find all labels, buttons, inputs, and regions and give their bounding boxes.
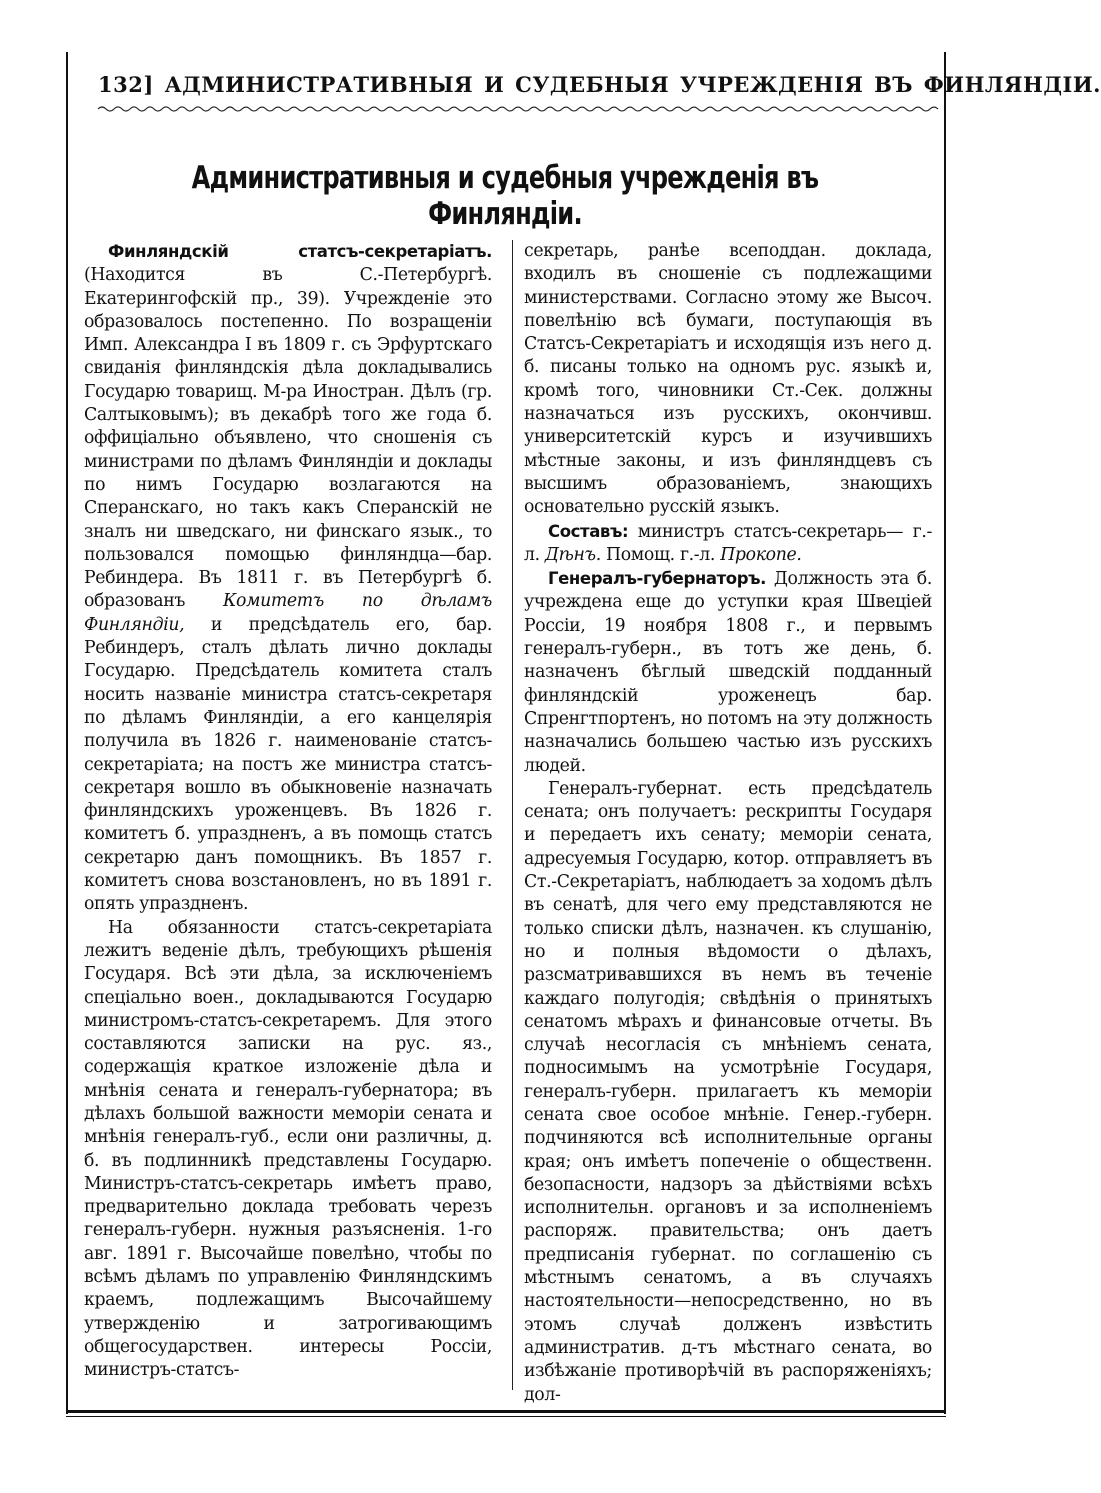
page-title: Административныя и судебныя учрежденія въ Финляндіи. [191,160,819,232]
italic-text: Прокопе. [720,544,802,565]
paragraph-text: Генералъ-губернат. есть предсѣдатель сената; онъ получаетъ: рескрипты Государя и передаетъ ихъ сенату; меморіи сената, адресуемыя Государю, котор. отправляетъ въ Ст.-Секретаріатъ, наблюдаетъ за ходомъ дѣлъ въ сенатѣ, для чего ему представляются не только списки дѣлъ, назначен. къ слушанію, но и полныя вѣдомости о дѣлахъ, разсматривавшихся въ немъ въ теченіе каждаго полугодія; свѣдѣнія о принятыхъ сенатомъ мѣрахъ и финансовые отчеты. Въ случаѣ несогласія съ мнѣніемъ сената, подносимымъ на усмотрѣніе Государя, генералъ-губерн. прилагаетъ къ меморіи сената свое особое мнѣніе. Генер.-губерн. подчиняются всѣ исполнительные органы края; онъ имѣетъ попеченіе о общественн. безопасности, надзоръ за дѣйствіями всѣхъ исполнительн. органовъ и за исполненіемъ распоряж. правительства; онъ даетъ предписанія губернат. по соглашенію съ мѣстнымъ сенатомъ, а въ случаяхъ настоятельности—непосредственно, но въ этомъ случаѣ долженъ извѣстить административ. д-тъ мѣстнаго сената, во избѣжаніе противорѣчій въ распоряженіяхъ; дол- [524,778,932,1405]
paragraph-statssecretariat [84,240,492,917]
paragraph-governor-general [524,567,932,778]
running-head: 132] АДМИНИСТРАТИВНЫЯ И СУДЕБНЫЯ УЧРЕЖДЕНІЯ ВЪ ФИНЛЯНДІИ. [98,72,1101,97]
paragraph-text: (Находится въ С.-Петербургѣ. Екатерингофскій пр., 39). Учрежденіе это образовалось постепенно. По возращеніи Имп. Александра I въ 1809 г. съ Эрфуртскаго свиданія финляндскія дѣла докладывались Государю товарищ. М-ра Иностран. Дѣлъ (гр. Салтыковымъ); въ декабрѣ того же года б. оффиціально объявлено, что сношенія съ министрами по дѣламъ Финляндіи и доклады по нимъ Государю возлагаются на Сперанскаго, но такъ какъ Сперанскій не зналъ ни шведскаго, ни финскаго язык., то пользовался помощью финляндца—бар. Ребиндера. Въ 1811 г. въ Петербургѣ б. образованъ [84,265,492,612]
paragraph-text: министръ статсъ-секретарь— г.-л. [524,521,932,565]
column-divider [512,240,513,1390]
paragraph-text: секретарь, ранѣе всеподдан. доклада, входилъ въ сношеніе съ подлежащими министерствами. Согласно этому же Высоч. повелѣнію всѣ бумаги, поступающія въ Статсъ-Секретаріатъ и исходящія изъ него д. б. писаны только на одномъ рус. языкѣ и, кромѣ того, чиновники Ст.-Сек. должны назначаться изъ русскихъ, окончивш. университетскій курсъ и изучившихъ мѣстные законы, и изъ финляндцевъ съ высшимъ образованіемъ, знающихъ основательно русскій языкъ. [524,241,932,518]
paragraph-text: Помощ. г.-л. [600,544,721,565]
paragraph-text: Должность эта б. учреждена еще до уступки края Швеціей Россіи, 19 ноября 1808 г., и первымъ генералъ-губерн., въ тотъ же день, б. назначенъ бѣглый шведскій подданный финляндскій уроженецъ бар. Спренгтпортенъ, но потомъ на эту должность назначались большею частью изъ русскихъ людей. [524,569,932,776]
section-lead: Финляндскій статсъ-секретаріатъ. [108,242,492,261]
italic-text: Комитетъ по дѣламъ Финляндіи, [84,591,492,635]
right-column [524,240,932,1407]
bottom-rule [66,1410,946,1413]
bottom-rule-thin [66,1416,946,1417]
ornamental-wave-rule [98,104,934,114]
paragraph-continuation [524,240,932,520]
left-column [84,240,492,1383]
paragraph-governor-duties [524,778,932,1407]
paragraph-text: На обязанности статсъ-секретаріата лежитъ веденіе дѣлъ, требующихъ рѣшенія Государя. Всѣ эти дѣла, за исключеніемъ спеціально воен., докладываются Государю министромъ-статсъ-секретаремъ. Для этого составляются записки на рус. яз., содержащія краткое изложеніе дѣла и мнѣнія сената и генералъ-губернатора; въ дѣлахъ большой важности меморіи сената и мнѣнія генералъ-губ., если они различны, д. б. въ подлинникѣ представлены Государю. Министръ-статсъ-секретарь имѣетъ право, предварительно доклада требовать черезъ генералъ-губерн. нужныя разъясненія. 1-го авг. 1891 г. Высочайше повелѣно, чтобы по всѣмъ дѣламъ по управленію Финляндскимъ краемъ, подлежащимъ Высочайшему утвержденію и затрогивающимъ общегосударствен. интересы Россіи, министръ-статсъ- [84,917,492,1381]
paragraph-composition [524,520,932,568]
italic-text: Дѣнъ. [544,544,601,565]
section-lead: Генералъ-губернаторъ. [548,569,766,589]
paragraph-duties [84,917,492,1383]
paragraph-text: и предсѣдатель его, бар. Ребиндеръ, сталъ дѣлать лично доклады Государю. Предсѣдатель комитета сталъ носить названіе министра статсъ-секретаря по дѣламъ Финляндіи, а его канцелярія получила въ 1826 г. наименованіе статсъ-секретаріата; на постъ же министра статсъ-секретаря вошло въ обыкновеніе назначать финляндскихъ уроженцевъ. Въ 1826 г. комитетъ б. упраздненъ, а въ помощь статсъ секретарю данъ помощникъ. Въ 1857 г. комитетъ снова возстановленъ, но въ 1891 г. опять упраздненъ. [84,614,492,915]
section-lead: Составъ: [548,521,629,541]
